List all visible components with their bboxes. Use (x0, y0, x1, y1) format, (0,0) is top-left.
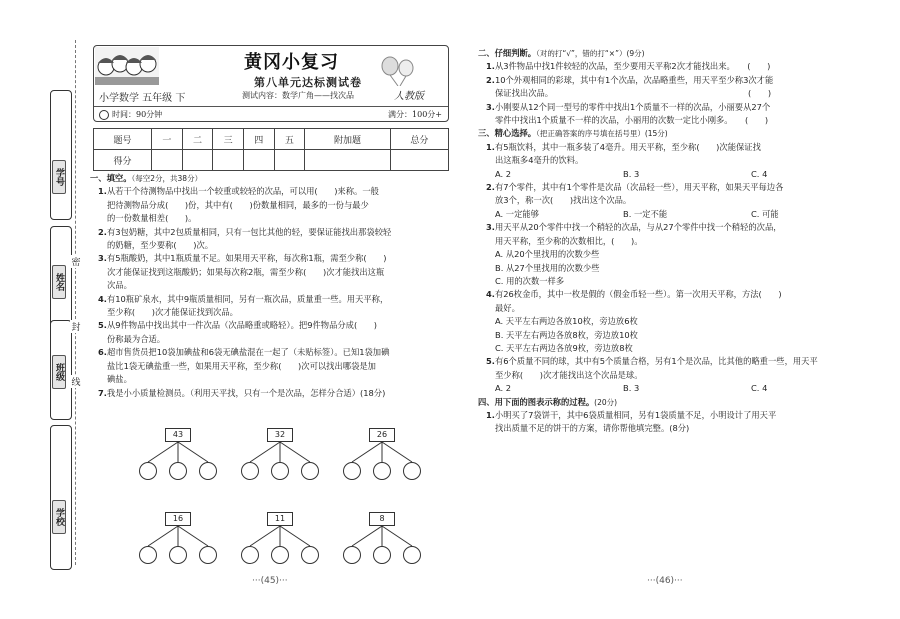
question-line (90, 346, 391, 359)
brand-title: 黄冈小复习 (244, 52, 339, 73)
score-cell[interactable] (152, 150, 183, 171)
score-cell[interactable] (305, 150, 391, 171)
question-number: 4. (486, 289, 495, 300)
question-text: 从若干个待测物品中找出一个较重或较轻的次品，可以用( )来称。一般 (106, 186, 379, 197)
group-circle[interactable] (373, 546, 391, 564)
answer-option: C. 可能 (751, 208, 779, 219)
answer-options (478, 208, 879, 221)
question-line (478, 181, 879, 194)
item-count-box: 11 (267, 512, 293, 526)
connector-line (382, 442, 412, 462)
answer-option: A. 天平左右两边各放10枚，旁边放6枚 (495, 316, 638, 327)
section-heading (478, 396, 879, 409)
score-table-row (94, 150, 449, 171)
group-circle[interactable] (241, 546, 259, 564)
children-logo-icon (95, 47, 159, 85)
question-continuation: 至少称( )次才能找出这个次品是球。 (495, 369, 643, 380)
question-number: 7. (98, 387, 107, 398)
question-text: 我是小小质量检测员。（利用天平找，只有一个是次品，怎样分合适）(18分) (106, 387, 386, 398)
question-continuation: 用天平称，至少称的次数相比，( )。 (495, 235, 643, 246)
item-count-box: 32 (267, 428, 293, 442)
question-line (90, 293, 391, 306)
question-continuation: 把待测物品分成( )份，其中有( )份数量相同，最多的一份与最少 (107, 199, 369, 210)
question-text: 有10瓶矿泉水，其中9瓶质量相同，另有一瓶次品，质量重一些。用天平称， (106, 293, 389, 304)
full-score: 满分：100分+ (388, 110, 442, 119)
score-head-cell: 题号 (94, 129, 152, 150)
answer-option: A. 2 (495, 168, 512, 179)
question-line (90, 387, 391, 400)
score-table (93, 128, 449, 171)
question-number: 2. (98, 226, 107, 237)
score-cell[interactable] (243, 150, 274, 171)
answer-options (478, 168, 879, 181)
connector-line (148, 442, 178, 462)
page-number: 46 (659, 576, 671, 586)
question-text: 有7个零件，其中有1个零件是次品（次品轻一些），用天平称，如果天平每边各 (494, 182, 784, 193)
question-number: 3. (98, 253, 107, 264)
question-continuation: 放3个，称一次( )找出这个次品。 (495, 195, 632, 206)
question-continuation: 零件中找出1个质量不一样的次品，小丽用的次数一定比小刚多。 ( ) (495, 115, 769, 126)
seal-line (75, 40, 76, 565)
question-line (478, 60, 879, 73)
question-line (90, 226, 391, 239)
answer-option: A. 从20个里找用的次数少些 (495, 249, 600, 260)
question-text: 用天平从20个零件中找一个稍轻的次品，与从27个零件中找一个稍轻的次品， (494, 222, 782, 233)
score-head-cell: 一 (152, 129, 183, 150)
score-cell[interactable] (182, 150, 213, 171)
question-text: 10个外观相同的彩球，其中有1个次品，次品略重些，用天平至少称3次才能 (494, 74, 774, 85)
question-line (478, 101, 879, 114)
question-line (90, 185, 391, 198)
question-continuation: 的奶糖，至少要称( )次。 (107, 240, 214, 251)
seal-char: 密 (70, 255, 82, 268)
score-table-head (94, 129, 449, 150)
test-content: 测试内容：数学广角——找次品 (242, 91, 354, 100)
answer-option: C. 天平左右两边各放9枚，旁边放8枚 (495, 342, 633, 353)
question-line (478, 221, 879, 234)
question-line (478, 409, 879, 422)
score-head-cell: 五 (274, 129, 305, 150)
section-heading (478, 47, 879, 60)
question-number: 1. (486, 141, 495, 152)
connector-line (148, 526, 178, 546)
question-number: 1. (486, 61, 495, 72)
question-line (478, 355, 879, 368)
answer-option: B. 3 (623, 383, 640, 394)
question-number: 5. (98, 320, 107, 331)
edition-label: 人教版 (394, 91, 424, 102)
group-circle[interactable] (271, 462, 289, 480)
answer-option: B. 从27个里找用的次数少些 (495, 262, 600, 273)
question-number: 3. (486, 101, 495, 112)
answer-option: A. 2 (495, 383, 512, 394)
group-circle[interactable] (403, 546, 421, 564)
answer-option: C. 4 (751, 383, 768, 394)
group-circle[interactable] (301, 546, 319, 564)
question-text: 小刚要从12个同一型号的零件中找出1个质量不一样的次品，小丽要从27个 (494, 101, 771, 112)
question-number: 5. (486, 356, 495, 367)
question-continuation: 最好。 (495, 302, 520, 313)
clock-icon (99, 110, 109, 120)
group-circle[interactable] (403, 462, 421, 480)
question-text: 有3包奶糖，其中2包质量相同，只有一包比其他的轻，要保证能找出那袋较轻 (106, 226, 392, 237)
unit-title: 第八单元达标测试卷 (254, 76, 362, 89)
connector-line (178, 442, 208, 462)
tag-student-id: 学号 (52, 160, 66, 194)
seal-char: 线 (70, 375, 82, 388)
group-circle[interactable] (139, 546, 157, 564)
right-column (478, 47, 879, 436)
section-heading (478, 127, 879, 140)
item-count-box: 16 (165, 512, 191, 526)
subject-line: 小学数学 五年级 下 (99, 93, 186, 104)
question-continuation: 碘盐。 (107, 374, 132, 385)
question-number: 2. (486, 182, 495, 193)
weighing-tree-diagrams (135, 428, 425, 568)
group-circle[interactable] (343, 546, 361, 564)
section-title: 三、精心选择。 (478, 128, 537, 139)
question-text: 有5瓶饮料，其中一瓶多装了4毫升。用天平称，至少称( )次能保证找 (494, 141, 761, 152)
page-number: 45 (264, 576, 276, 586)
question-line (478, 74, 879, 87)
question-number: 2. (486, 74, 495, 85)
answer-option: B. 3 (623, 168, 640, 179)
group-circle[interactable] (139, 462, 157, 480)
time-text: 时间：90分钟 (112, 110, 163, 119)
question-line (90, 252, 391, 265)
score-cell[interactable] (390, 150, 448, 171)
question-continuation: 份称最为合适。 (107, 333, 166, 344)
question-line (478, 141, 879, 154)
page-number-left: ···(45)··· (252, 576, 288, 586)
group-circle[interactable] (199, 462, 217, 480)
connector-line (178, 526, 208, 546)
connector-line (280, 526, 310, 546)
question-number: 1. (98, 186, 107, 197)
group-circle[interactable] (373, 462, 391, 480)
student-id-box (50, 90, 72, 220)
connector-line (352, 526, 382, 546)
section-note: （对的打“√”，错的打“×”）(9分) (536, 49, 645, 58)
page-number-right: ···(46)··· (647, 576, 683, 586)
question-line (90, 319, 391, 332)
question-continuation: 次才能保证找到这瓶酸奶；如果每次称2瓶，需至少称( )次才能找出这瓶 (107, 266, 385, 277)
question-continuation: 保证找出次品。 ( ) (495, 88, 772, 99)
group-circle[interactable] (199, 546, 217, 564)
section-note: (20分) (594, 397, 618, 407)
section-note: （每空2分，共38分） (131, 174, 203, 183)
section-note: （把正确答案的序号填在括号里）(15分) (536, 129, 668, 139)
time-bar (94, 106, 448, 122)
section-title: 二、仔细判断。 (478, 48, 537, 58)
connector-line (382, 526, 412, 546)
question-number: 6. (98, 347, 107, 358)
group-circle[interactable] (271, 546, 289, 564)
answer-option: B. 天平左右两边各放8枚，旁边放10枚 (495, 329, 638, 340)
tag-school: 学校 (52, 500, 66, 534)
question-number: 4. (98, 293, 107, 304)
question-line (478, 288, 879, 301)
group-circle[interactable] (169, 546, 187, 564)
question-continuation: 次品。 (107, 280, 132, 291)
question-text: 有26枚金币，其中一枚是假的（假金币轻一些）。第一次用天平称，方法( ) (494, 289, 782, 300)
question-continuation: 找出质量不足的饼干的方案，请你帮他填完整。(8分) (495, 423, 690, 434)
question-text: 从9件物品中找出其中一件次品（次品略重或略轻）。把9件物品分成( ) (106, 320, 378, 331)
exam-header (93, 45, 449, 122)
connector-line (352, 442, 382, 462)
tag-name: 姓名 (52, 265, 66, 299)
question-text: 小明买了7袋饼干，其中6袋质量相同，另有1袋质量不足，小明设计了用天平 (494, 409, 777, 420)
question-continuation: 的一份数量相差( )。 (107, 213, 197, 224)
answer-options (478, 382, 879, 395)
question-text: 从3件物品中找1件较轻的次品，至少要用天平称2次才能找出来。 ( ) (494, 61, 771, 72)
school-box (50, 425, 72, 570)
question-continuation: 出这瓶多4毫升的饮料。 (495, 155, 584, 166)
score-row-label: 得分 (94, 150, 152, 171)
question-number: 1. (486, 409, 495, 420)
group-circle[interactable] (169, 462, 187, 480)
score-head-cell: 三 (213, 129, 244, 150)
section-heading (90, 172, 391, 185)
question-continuation: 盐比1袋无碘盐重一些，如果用天平称，至少称( )次可以找出哪袋是加 (107, 360, 376, 371)
answer-option: A. 一定能够 (495, 208, 539, 219)
group-circle[interactable] (301, 462, 319, 480)
score-head-cell: 总分 (390, 129, 448, 150)
connector-line (280, 442, 310, 462)
connector-line (250, 442, 280, 462)
score-head-cell: 二 (182, 129, 213, 150)
answer-option: B. 一定不能 (623, 208, 668, 219)
score-cell[interactable] (274, 150, 305, 171)
seal-char: 封 (70, 320, 82, 333)
item-count-box: 26 (369, 428, 395, 442)
tag-class: 班级 (52, 355, 66, 389)
question-number: 3. (486, 222, 495, 233)
answer-option: C. 4 (751, 168, 768, 179)
score-cell[interactable] (213, 150, 244, 171)
group-circle[interactable] (343, 462, 361, 480)
section-title: 一、填空。 (90, 173, 132, 183)
score-head-cell: 四 (243, 129, 274, 150)
question-text: 超市售货员把10袋加碘盐和6袋无碘盐混在一起了（未贴标签）。已知1袋加碘 (106, 347, 390, 358)
binding-strip (0, 30, 80, 570)
question-text: 有5瓶酸奶，其中1瓶质量不足。如果用天平称，每次称1瓶，需至少称( ) (106, 253, 387, 264)
section-title: 四、用下面的图表示称的过程。 (478, 396, 595, 407)
score-head-cell: 附加题 (305, 129, 391, 150)
question-text: 有6个质量不同的球，其中有5个质量合格，另有1个是次品，比其他的略重一些，用天平 (494, 356, 818, 367)
item-count-box: 8 (369, 512, 395, 526)
question-continuation: 至少称( )次才能保证找到次品。 (107, 307, 238, 318)
connector-line (250, 526, 280, 546)
answer-option: C. 用的次数一样多 (495, 275, 565, 286)
group-circle[interactable] (241, 462, 259, 480)
fill-blank-section (90, 172, 391, 400)
time-limit (99, 109, 162, 120)
item-count-box: 43 (165, 428, 191, 442)
balloons-icon (370, 56, 430, 86)
